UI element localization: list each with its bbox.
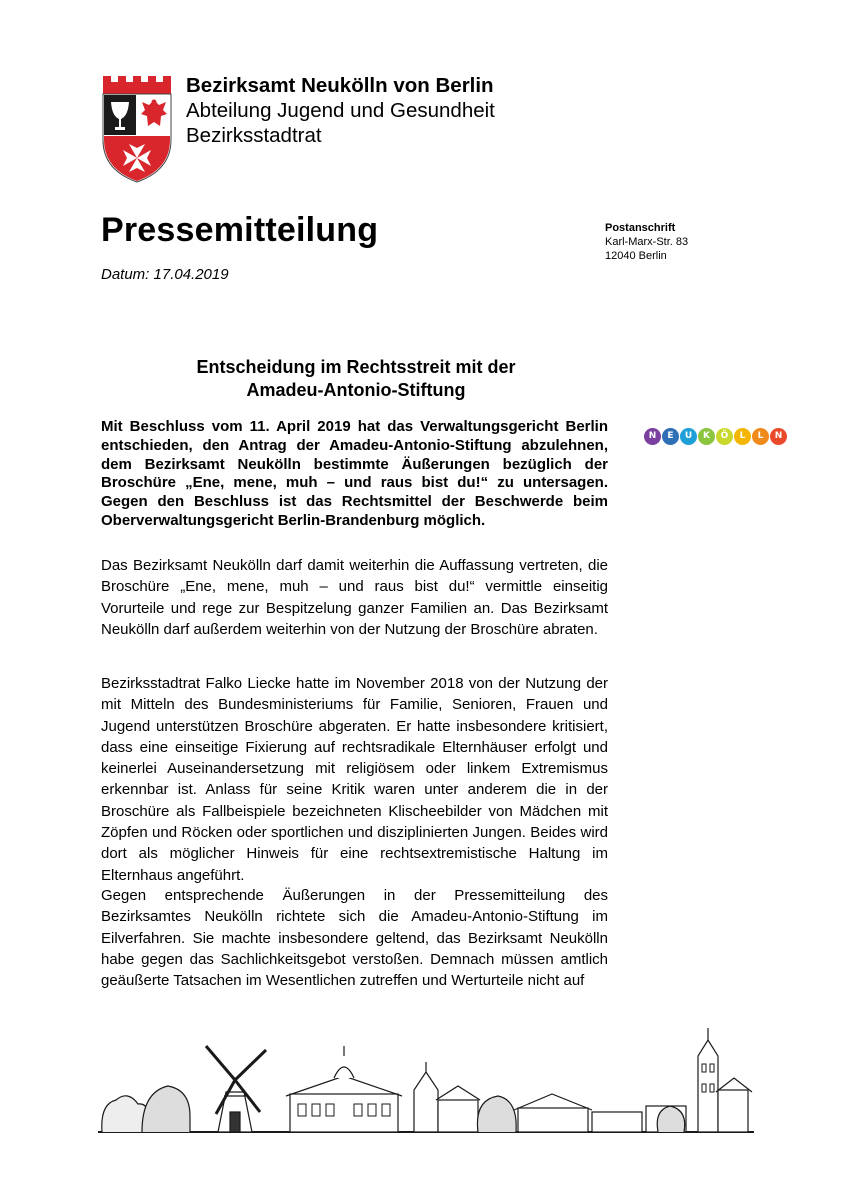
- header-department: Abteilung Jugend und Gesundheit: [186, 99, 495, 122]
- coat-of-arms-icon: [101, 72, 173, 184]
- press-date: Datum: 17.04.2019: [101, 266, 229, 283]
- header-organization: Bezirksamt Neukölln von Berlin: [186, 74, 494, 97]
- headline-line-2: Amadeu-Antonio-Stiftung: [246, 380, 466, 400]
- address-city: 12040 Berlin: [605, 250, 667, 262]
- header-role: Bezirksstadtrat: [186, 124, 322, 147]
- neukoelln-logo: [644, 418, 798, 454]
- article-paragraph: Gegen entsprechende Äußerungen in der Pressemitteilung des Bezirksamtes Neukölln richtete sich die Amadeu-Antonio-Stiftung im Eilverfahren. Sie machte insbesondere geltend, das Bezirksamt Neukölln habe gegen das Sachlichkeitsgebot verstoßen. Demnach müssen amtlich geäußerte Tatsachen im Wesentlichen zutreffen und Werturteile nicht auf: [101, 887, 608, 990]
- logo-letter: L: [752, 428, 769, 445]
- headline-line-1: Entscheidung im Rechtsstreit mit der: [196, 357, 516, 377]
- logo-letter: E: [662, 428, 679, 445]
- logo-letter: K: [698, 428, 715, 445]
- logo-letter: L: [734, 428, 751, 445]
- article-paragraph: Bezirksstadtrat Falko Liecke hatte im November 2018 von der Nutzung der mit Mitteln des Bundesministeriums für Familie, Senioren, Frauen und Jugend unterstützen Broschüre abgeraten. Er hatte insbesondere kritisiert, dass eine einseitige Fixierung auf rechtsradikale Elternhäuser erfolgt und keinerlei Auseinandersetzung mit religiösem oder linkem Extremismus erkennbar ist. Anlass für seine Kritik waren unter anderem die in der Broschüre als Fallbeispiele bezeichneten Klischeebilder von Mädchen mit Zöpfen und Röcken oder sportlichen und disziplinierten Jungen. Beides wird dort als möglicher Hinweis für eine rechtsextremistische Haltung im Elternhaus angeführt.: [101, 675, 608, 884]
- postal-address: [605, 221, 688, 263]
- address-street: Karl-Marx-Str. 83: [605, 236, 689, 248]
- article-paragraph: Das Bezirksamt Neukölln darf damit weiterhin die Auffassung vertreten, die Broschüre „Ene, mene, muh – und raus bist du!“ vermittle einseitig Vorurteile und rege zur Bespitzelung ganzer Familien an. Das Bezirksamt Neukölln darf außerdem weiterhin von der Nutzung der Broschüre abraten.: [101, 557, 608, 638]
- page-title: Pressemitteilung: [101, 211, 379, 249]
- article-lead: Mit Beschluss vom 11. April 2019 hat das Verwaltungsgericht Berlin entschieden, den Antrag der Amadeu-Antonio-Stiftung abzulehnen, dem Bezirksamt Neukölln bestimmte Äußerungen bezüglich der Broschüre „Ene, mene, muh – und raus bist du!“ zu untersagen. Gegen den Beschluss ist das Rechtsmittel der Beschwerde beim Oberverwaltungsgericht Berlin-Brandenburg möglich.: [101, 418, 608, 529]
- logo-letter: N: [770, 428, 787, 445]
- logo-letter: U: [680, 428, 697, 445]
- skyline-illustration: [98, 1020, 754, 1140]
- article-headline: [101, 356, 611, 402]
- address-label: Postanschrift: [605, 222, 676, 234]
- logo-letter: Ö: [716, 428, 733, 445]
- logo-letter: N: [644, 428, 661, 445]
